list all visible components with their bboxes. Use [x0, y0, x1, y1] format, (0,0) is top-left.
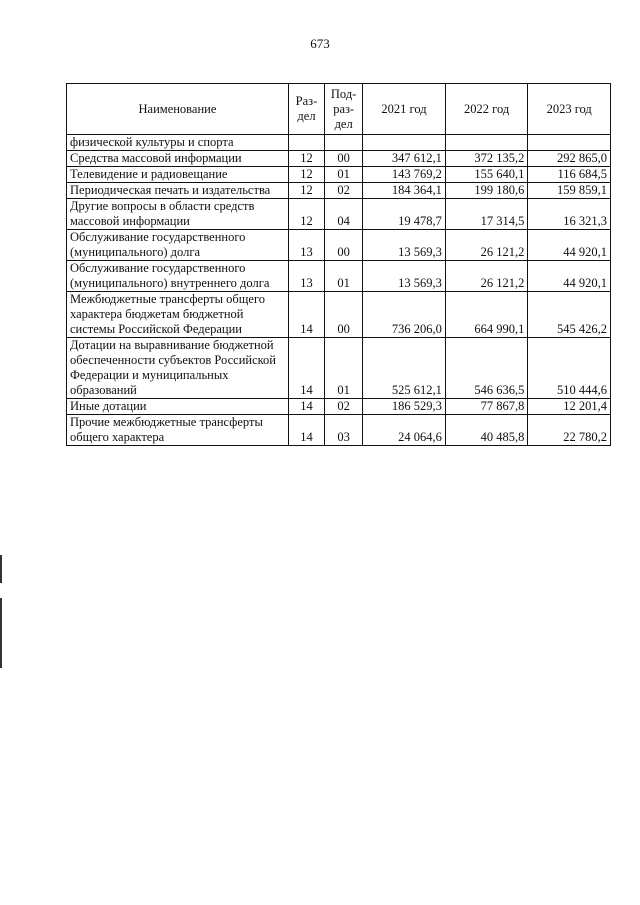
table-row — [67, 415, 611, 446]
scan-margin-mark — [0, 555, 2, 583]
table-row — [67, 135, 611, 151]
table-row — [67, 338, 611, 399]
row-subsection: 01 — [325, 338, 363, 399]
row-subsection: 00 — [325, 151, 363, 167]
row-name: Обслуживание государственного (муниципального) долга — [67, 230, 289, 261]
row-subsection: 02 — [325, 183, 363, 199]
table-row — [67, 151, 611, 167]
row-subsection: 02 — [325, 399, 363, 415]
row-value-2023: 292 865,0 — [528, 151, 611, 167]
row-value-2023: 12 201,4 — [528, 399, 611, 415]
row-value-2022: 155 640,1 — [445, 167, 528, 183]
table-header-row — [67, 84, 611, 135]
table-row — [67, 261, 611, 292]
row-name: Обслуживание государственного (муниципального) внутреннего долга — [67, 261, 289, 292]
table-row — [67, 183, 611, 199]
table-row — [67, 167, 611, 183]
row-value-2022: 199 180,6 — [445, 183, 528, 199]
row-value-2023: 44 920,1 — [528, 261, 611, 292]
row-section: 14 — [288, 338, 324, 399]
table-row — [67, 230, 611, 261]
row-value-2021: 525 612,1 — [363, 338, 446, 399]
row-subsection: 01 — [325, 167, 363, 183]
row-value-2022: 372 135,2 — [445, 151, 528, 167]
row-name: Иные дотации — [67, 399, 289, 415]
table-row — [67, 292, 611, 338]
row-section: 14 — [288, 399, 324, 415]
row-value-2021: 186 529,3 — [363, 399, 446, 415]
row-value-2023: 159 859,1 — [528, 183, 611, 199]
row-value-2022: 40 485,8 — [445, 415, 528, 446]
page-number: 673 — [310, 36, 330, 51]
row-value-2023: 16 321,3 — [528, 199, 611, 230]
row-name: Межбюджетные трансферты общего характера бюджетам бюджетной системы Российской Федерации — [67, 292, 289, 338]
row-subsection: 03 — [325, 415, 363, 446]
row-value-2023: 545 426,2 — [528, 292, 611, 338]
row-subsection: 01 — [325, 261, 363, 292]
row-value-2021: 347 612,1 — [363, 151, 446, 167]
row-section: 14 — [288, 415, 324, 446]
row-value-2022 — [445, 135, 528, 151]
row-subsection — [325, 135, 363, 151]
row-value-2021: 24 064,6 — [363, 415, 446, 446]
header-name: Наименование — [67, 84, 289, 135]
row-value-2021: 19 478,7 — [363, 199, 446, 230]
row-value-2023: 116 684,5 — [528, 167, 611, 183]
row-value-2021: 13 569,3 — [363, 230, 446, 261]
row-value-2023: 510 444,6 — [528, 338, 611, 399]
header-section: Раз- дел — [288, 84, 324, 135]
row-name: Другие вопросы в области средств массовой информации — [67, 199, 289, 230]
row-value-2021: 13 569,3 — [363, 261, 446, 292]
row-value-2021: 184 364,1 — [363, 183, 446, 199]
row-section: 14 — [288, 292, 324, 338]
header-2021: 2021 год — [363, 84, 446, 135]
row-section: 12 — [288, 167, 324, 183]
row-value-2022: 664 990,1 — [445, 292, 528, 338]
budget-table — [66, 83, 611, 446]
row-value-2021: 143 769,2 — [363, 167, 446, 183]
table-row — [67, 399, 611, 415]
row-subsection: 00 — [325, 230, 363, 261]
row-value-2023 — [528, 135, 611, 151]
row-name: Средства массовой информации — [67, 151, 289, 167]
header-subsection: Под- раз- дел — [325, 84, 363, 135]
row-section — [288, 135, 324, 151]
row-section: 13 — [288, 230, 324, 261]
row-value-2021 — [363, 135, 446, 151]
table-row — [67, 199, 611, 230]
row-name: Дотации на выравнивание бюджетной обеспеченности субъектов Российской Федерации и муниципальных образований — [67, 338, 289, 399]
row-value-2022: 546 636,5 — [445, 338, 528, 399]
row-value-2022: 26 121,2 — [445, 261, 528, 292]
row-subsection: 04 — [325, 199, 363, 230]
row-section: 13 — [288, 261, 324, 292]
row-value-2023: 44 920,1 — [528, 230, 611, 261]
row-section: 12 — [288, 183, 324, 199]
row-value-2022: 17 314,5 — [445, 199, 528, 230]
row-section: 12 — [288, 151, 324, 167]
header-2022: 2022 год — [445, 84, 528, 135]
row-value-2021: 736 206,0 — [363, 292, 446, 338]
row-subsection: 00 — [325, 292, 363, 338]
row-section: 12 — [288, 199, 324, 230]
row-name: Прочие межбюджетные трансферты общего характера — [67, 415, 289, 446]
row-name: Телевидение и радиовещание — [67, 167, 289, 183]
row-value-2022: 77 867,8 — [445, 399, 528, 415]
row-value-2023: 22 780,2 — [528, 415, 611, 446]
row-name: Периодическая печать и издательства — [67, 183, 289, 199]
header-2023: 2023 год — [528, 84, 611, 135]
row-name: физической культуры и спорта — [67, 135, 289, 151]
row-value-2022: 26 121,2 — [445, 230, 528, 261]
scan-margin-mark — [0, 598, 2, 668]
